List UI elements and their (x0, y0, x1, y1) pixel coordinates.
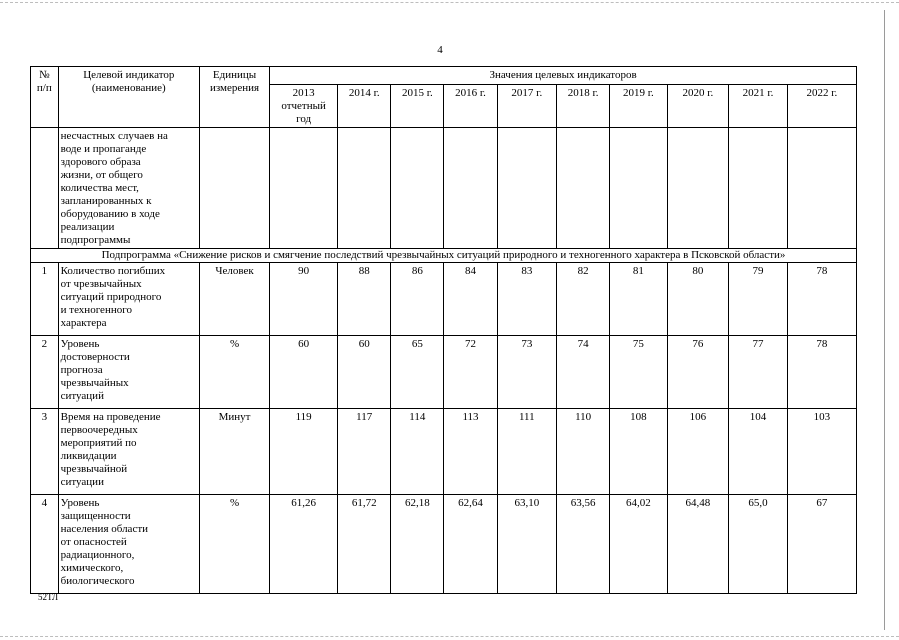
value-cell: 60 (270, 336, 338, 409)
empty-cell (497, 128, 557, 249)
value-cell: 78 (787, 263, 856, 336)
empty-cell (199, 128, 269, 249)
value-cell: 82 (557, 263, 610, 336)
value-cell: 61,26 (270, 495, 338, 594)
header-year-2017: 2017 г. (497, 85, 557, 128)
value-cell: 77 (729, 336, 787, 409)
table-row (31, 336, 857, 409)
empty-cell (270, 128, 338, 249)
value-cell: 86 (391, 263, 444, 336)
value-cell: 62,18 (391, 495, 444, 594)
indicator-name: Время на проведение первоочередных мероприятий по ликвидации чрезвычайной ситуации (58, 409, 199, 495)
value-cell: 110 (557, 409, 610, 495)
row-number: 2 (31, 336, 59, 409)
unit-cell: Минут (199, 409, 269, 495)
empty-cell (444, 128, 497, 249)
value-cell: 79 (729, 263, 787, 336)
value-cell: 119 (270, 409, 338, 495)
document-code: 52ТЛ (38, 592, 59, 602)
value-cell: 60 (338, 336, 391, 409)
value-cell: 88 (338, 263, 391, 336)
scan-bottom-edge (0, 636, 899, 637)
value-cell: 64,02 (610, 495, 667, 594)
value-cell: 113 (444, 409, 497, 495)
table-row (31, 263, 857, 336)
scan-top-edge (0, 2, 899, 3)
header-year-2020: 2020 г. (667, 85, 729, 128)
row-number: 4 (31, 495, 59, 594)
value-cell: 117 (338, 409, 391, 495)
value-cell: 104 (729, 409, 787, 495)
empty-cell (610, 128, 667, 249)
table-row (31, 495, 857, 594)
value-cell: 72 (444, 336, 497, 409)
header-unit: Единицы измерения (199, 67, 269, 128)
empty-cell (667, 128, 729, 249)
page-number: 4 (437, 44, 443, 56)
table-row (31, 409, 857, 495)
empty-cell (338, 128, 391, 249)
value-cell: 114 (391, 409, 444, 495)
row-number: 1 (31, 263, 59, 336)
value-cell: 63,10 (497, 495, 557, 594)
header-year-2022: 2022 г. (787, 85, 856, 128)
continuation-indicator-text: несчастных случаев на воде и пропаганде здорового образа жизни, от общего количества мест, запланированных к оборудованию в ходе реализации подпрограммы (58, 128, 199, 249)
subprogram-title: Подпрограмма «Снижение рисков и смягчение последствий чрезвычайных ситуаций природного и техногенного характера в Псковской области» (31, 249, 857, 263)
value-cell: 108 (610, 409, 667, 495)
subprogram-row (31, 249, 857, 263)
value-cell: 74 (557, 336, 610, 409)
header-year-2018: 2018 г. (557, 85, 610, 128)
target-indicators-table (30, 66, 857, 594)
header-year-2019: 2019 г. (610, 85, 667, 128)
indicator-name: Количество погибших от чрезвычайных ситуаций природного и техногенного характера (58, 263, 199, 336)
value-cell: 81 (610, 263, 667, 336)
value-cell: 65,0 (729, 495, 787, 594)
value-cell: 111 (497, 409, 557, 495)
unit-cell: % (199, 495, 269, 594)
empty-cell (729, 128, 787, 249)
header-year-2015: 2015 г. (391, 85, 444, 128)
header-year-2014: 2014 г. (338, 85, 391, 128)
indicator-name: Уровень достоверности прогноза чрезвычайных ситуаций (58, 336, 199, 409)
scan-right-edge (884, 10, 885, 630)
row-number: 3 (31, 409, 59, 495)
header-year-2013: 2013 отчетный год (270, 85, 338, 128)
header-year-2016: 2016 г. (444, 85, 497, 128)
header-values-group: Значения целевых индикаторов (270, 67, 857, 85)
value-cell: 103 (787, 409, 856, 495)
empty-cell (787, 128, 856, 249)
value-cell: 80 (667, 263, 729, 336)
value-cell: 64,48 (667, 495, 729, 594)
header-indicator: Целевой индикатор (наименование) (58, 67, 199, 128)
value-cell: 75 (610, 336, 667, 409)
value-cell: 106 (667, 409, 729, 495)
header-year-2021: 2021 г. (729, 85, 787, 128)
value-cell: 78 (787, 336, 856, 409)
empty-cell (557, 128, 610, 249)
value-cell: 65 (391, 336, 444, 409)
continuation-row (31, 128, 857, 249)
continuation-num-cell (31, 128, 59, 249)
value-cell: 84 (444, 263, 497, 336)
value-cell: 62,64 (444, 495, 497, 594)
value-cell: 73 (497, 336, 557, 409)
value-cell: 76 (667, 336, 729, 409)
value-cell: 67 (787, 495, 856, 594)
indicator-name: Уровень защищенности населения области от опасностей радиационного, химического, биологического (58, 495, 199, 594)
unit-cell: Человек (199, 263, 269, 336)
value-cell: 61,72 (338, 495, 391, 594)
value-cell: 90 (270, 263, 338, 336)
unit-cell: % (199, 336, 269, 409)
header-num: № п/п (31, 67, 59, 128)
value-cell: 83 (497, 263, 557, 336)
empty-cell (391, 128, 444, 249)
value-cell: 63,56 (557, 495, 610, 594)
